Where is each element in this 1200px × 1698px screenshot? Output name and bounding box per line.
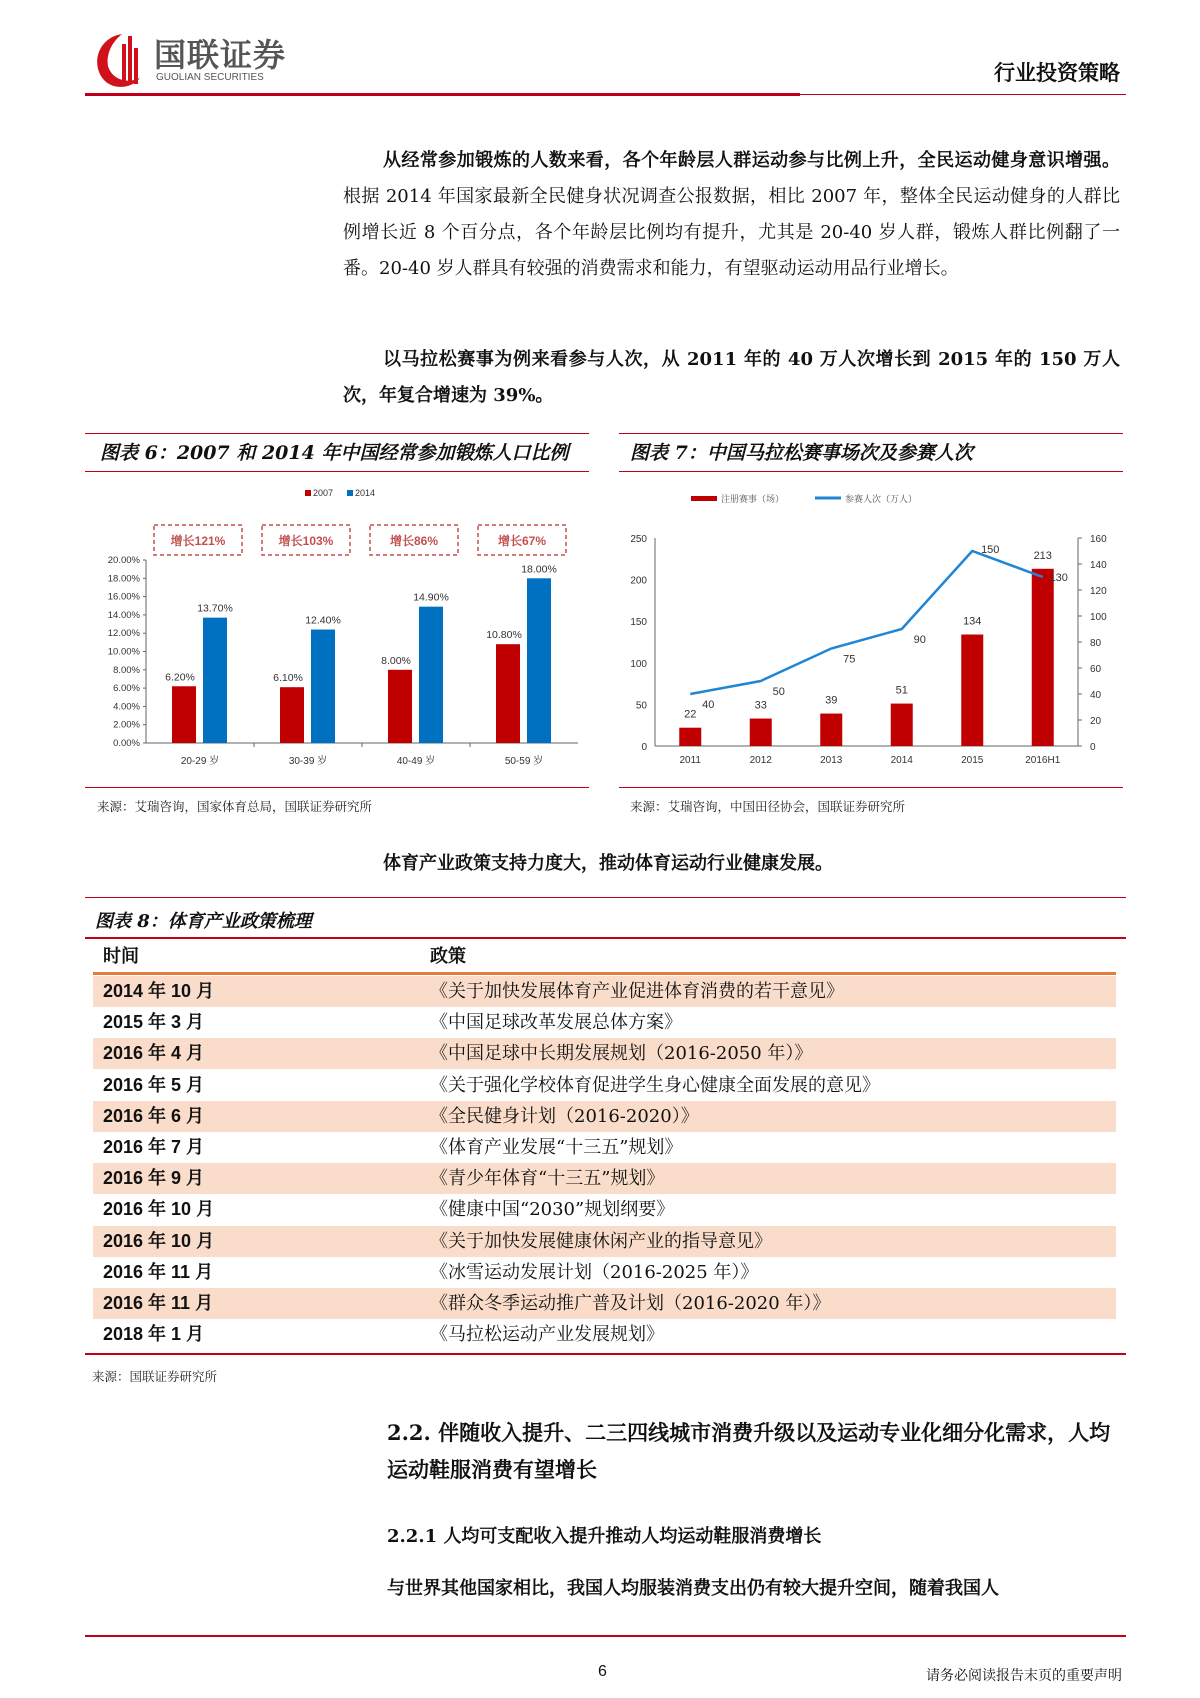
table-header-line [93,972,1116,975]
table8-title-line [85,937,1126,939]
y-left-tick-label: 0 [641,742,647,753]
fig7-title: 图表 7：中国马拉松赛事场次及参赛人次 [630,442,973,464]
bar-data-label: 51 [895,684,908,697]
para2-bold: 以马拉松赛事为例来看参与人次，从 2011 年的 40 万人次增长到 2015 年的 150 万人次，年复合增速为 39%。 [343,349,1120,406]
bar-data-label: 22 [684,708,697,721]
table8-title: 图表 8：体育产业政策梳理 [95,911,312,932]
bar-2007 [280,687,304,743]
table-row [93,976,1116,1007]
x-tick-label: 20-29 岁 [180,756,220,767]
para1-bold: 从经常参加锻炼的人数来看，各个年龄层人群运动参与比例上升，全民运动健身意识增强。 [383,150,1120,171]
legend-swatch [347,490,353,496]
bar-registered-events [750,719,772,746]
bar-data-label: 39 [825,694,838,707]
y-tick-label: 20.00% [107,555,140,566]
row-policy: 《全民健身计划（2016-2020）》 [430,1105,699,1127]
header-time: 时间 [103,946,139,966]
table-row [93,1038,1116,1069]
y-right-tick-label: 0 [1090,742,1096,753]
legend-swatch [305,490,311,496]
bar-registered-events [679,728,701,746]
x-tick-label: 2016H1 [1025,755,1061,766]
bar-registered-events [961,635,983,746]
fig6-title: 图表 6：2007 和 2014 年中国经常参加锻炼人口比例 [100,442,569,464]
fig7-top-line [619,433,1123,434]
line-data-label: 130 [1049,572,1068,584]
section-title: 2.2. 伴随收入提升、二三四线城市消费升级以及运动专业化细分化需求，人均运动鞋服消费有望增长 [387,1420,1111,1482]
row-time: 2018 年 1 月 [103,1324,205,1345]
table-row [93,1132,1116,1163]
fig6-source: 来源：艾瑞咨询，国家体育总局，国联证券研究所 [97,799,373,814]
para1-text: 根据 2014 年国家最新全民健身状况调查公报数据，相比 2007 年，整体全民运动健身的人群比例增长近 8 个百分点，各个年龄层比例均有提升，尤其是 20-40 岁人群，锻炼人群比例翻了一番。20-40 岁人群具有较强的消费需求和能力，有望驱动运动用品行业增长。 [343,186,1120,279]
row-time: 2016 年 11 月 [103,1261,214,1282]
section-paragraph: 与世界其他国家相比，我国人均服装消费支出仍有较大提升空间，随着我国人 [387,1578,999,1599]
x-tick-label: 2012 [749,755,772,766]
row-time: 2016 年 10 月 [103,1199,215,1220]
y-left-tick-label: 50 [635,700,647,712]
y-tick-label: 10.00% [107,646,140,658]
y-left-tick-label: 100 [630,658,647,670]
paragraph-2 [343,342,1120,414]
legend-label: 2007 [313,488,334,498]
row-policy: 《冰雪运动发展计划（2016-2025 年）》 [430,1261,759,1283]
bar-2014 [203,618,227,743]
row-policy: 《关于加快发展体育产业促进体育消费的若干意见》 [430,981,844,1002]
data-label: 10.80% [486,629,522,642]
data-label: 18.00% [521,563,557,576]
y-tick-label: 8.00% [113,664,140,676]
table-row [93,1007,1116,1038]
subsection-title: 2.2.1 人均可支配收入提升推动人均运动鞋服消费增长 [387,1526,822,1547]
y-right-tick-label: 140 [1090,560,1107,571]
y-right-tick-label: 80 [1090,638,1102,649]
growth-annotation: 增长103% [278,534,334,548]
y-right-tick-label: 160 [1090,534,1107,545]
table-row [93,1163,1116,1194]
y-right-tick-label: 100 [1090,612,1107,623]
row-policy: 《关于加快发展健康休闲产业的指导意见》 [430,1230,772,1252]
data-label: 14.90% [413,591,449,604]
bar-registered-events [891,704,913,746]
y-right-tick-label: 20 [1090,716,1102,727]
table-header [93,941,1116,972]
paragraph-1 [343,143,1120,287]
legend-label: 参赛人次（万人） [845,494,918,504]
table-row [93,1070,1116,1101]
growth-annotation: 增长67% [497,534,547,548]
y-tick-label: 18.00% [107,573,140,585]
bar-2014 [419,607,443,743]
footer-divider [85,1635,1126,1637]
row-time: 2016 年 11 月 [103,1293,214,1313]
y-right-tick-label: 60 [1090,664,1102,675]
y-tick-label: 16.00% [107,591,140,603]
row-time: 2016 年 7 月 [103,1137,205,1157]
line-data-label: 50 [772,686,785,698]
y-tick-label: 2.00% [113,719,140,731]
row-policy: 《马拉松运动产业发展规划》 [430,1324,664,1346]
row-policy: 《关于强化学校体育促进学生身心健康全面发展的意见》 [430,1074,880,1096]
table8-bottom-line [85,1353,1126,1355]
y-tick-label: 12.00% [107,628,140,640]
fig6-title-line [85,471,589,472]
y-right-tick-label: 40 [1090,690,1102,701]
legend-swatch-bar [691,496,717,501]
legend-label: 注册赛事（场） [721,494,785,504]
row-time: 2016 年 5 月 [103,1074,205,1095]
growth-annotation: 增长121% [170,534,226,548]
row-time: 2016 年 9 月 [103,1168,205,1189]
line-data-label: 75 [843,653,856,666]
x-tick-label: 2014 [890,755,913,766]
y-tick-label: 14.00% [107,609,140,621]
x-tick-label: 40-49 岁 [396,756,436,767]
data-label: 12.40% [305,614,341,627]
logo-mark-icon [88,28,148,90]
x-tick-label: 2011 [679,755,702,766]
report-category: 行业投资策略 [994,60,1120,85]
fig6-chart [85,475,589,785]
bar-2007 [388,670,412,743]
paragraph-3 [343,846,1120,882]
row-policy: 《青少年体育“十三五”规划》 [430,1168,665,1190]
y-tick-label: 6.00% [113,683,140,695]
fig6-bottom-line [85,787,589,788]
bar-2014 [527,578,551,743]
header-policy: 政策 [430,946,466,967]
row-policy: 《健康中国“2030”规划纲要》 [430,1199,675,1221]
header-divider-right [800,94,1126,95]
logo-cn: 国联证券 [154,37,287,73]
table8-source: 来源：国联证券研究所 [92,1369,218,1384]
row-time: 2016 年 4 月 [103,1043,205,1064]
bar-data-label: 134 [963,615,982,628]
y-left-tick-label: 250 [630,534,647,545]
data-label: 6.20% [165,671,195,684]
row-policy: 《中国足球中长期发展规划（2016-2050 年）》 [430,1043,813,1065]
row-time: 2016 年 10 月 [103,1230,215,1251]
header-divider [85,93,800,96]
bar-data-label: 33 [754,699,767,712]
legend-label: 2014 [355,488,376,498]
fig7-chart [619,475,1123,785]
bar-registered-events [820,714,842,746]
row-policy: 《体育产业发展“十三五”规划》 [430,1137,683,1158]
row-policy: 《中国足球改革发展总体方案》 [430,1012,682,1034]
table-row [93,1101,1116,1132]
line-data-label: 150 [981,544,1000,556]
table-row [93,1288,1116,1319]
page-number: 6 [598,1663,607,1680]
line-data-label: 40 [702,699,715,711]
bar-data-label: 213 [1033,549,1052,562]
x-tick-label: 30-39 岁 [288,756,328,767]
y-left-tick-label: 150 [630,617,647,629]
y-tick-label: 0.00% [113,738,140,749]
x-tick-label: 50-59 岁 [504,756,544,767]
logo-en: GUOLIAN SECURITIES [156,72,264,83]
logo [88,28,308,90]
fig7-bottom-line [619,787,1123,788]
y-right-tick-label: 120 [1090,586,1107,597]
table-row [93,1319,1116,1350]
row-policy: 《群众冬季运动推广普及计划（2016-2020 年）》 [430,1293,831,1314]
row-time: 2016 年 6 月 [103,1105,205,1126]
table-row [93,1194,1116,1225]
table-row [93,1226,1116,1257]
data-label: 6.10% [273,672,303,685]
bar-2014 [311,630,335,743]
table-row [93,1257,1116,1288]
para3-bold: 体育产业政策支持力度大，推动体育运动行业健康发展。 [383,853,833,874]
fig7-source: 来源：艾瑞咨询，中国田径协会，国联证券研究所 [630,799,906,814]
x-tick-label: 2013 [820,755,843,766]
table8-top-line [85,897,1126,898]
fig6-top-line [85,433,589,434]
bar-2007 [172,686,196,743]
row-time: 2015 年 3 月 [103,1012,205,1033]
y-tick-label: 4.00% [113,701,140,713]
bar-2007 [496,644,520,743]
row-time: 2014 年 10 月 [103,981,215,1001]
data-label: 8.00% [381,654,411,667]
data-label: 13.70% [197,602,233,615]
bar-registered-events [1032,569,1054,746]
line-data-label: 90 [913,634,926,646]
x-tick-label: 2015 [961,755,984,766]
footer-disclaimer: 请务必阅读报告末页的重要声明 [926,1668,1122,1684]
line-participants [690,551,1043,694]
fig7-title-line [619,471,1123,472]
growth-annotation: 增长86% [389,534,439,548]
y-left-tick-label: 200 [630,575,647,587]
